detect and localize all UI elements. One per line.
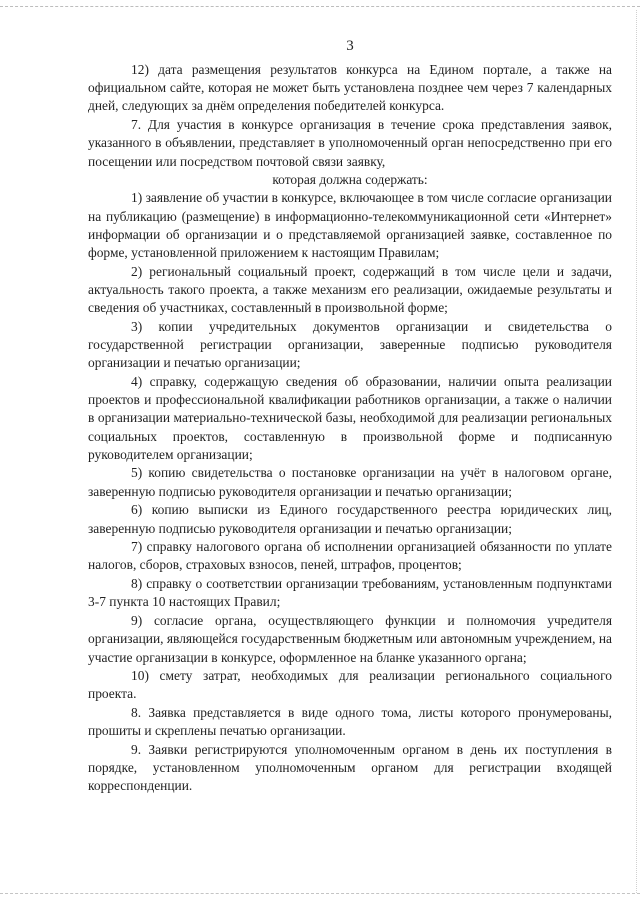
list-item-8: 8) справку о соответствии организации требованиям, установленным подпунктами 3-7 пункта 10 настоящих Правил;	[88, 576, 612, 610]
list-item-9: 9) согласие органа, осуществляющего функции и полномочия учредителя организации, являющейся государственным бюджетным или автономным учреждением, на участие организации в конкурсе, оформленное на бланке указанного органа;	[88, 613, 612, 665]
list-item-5: 5) копию свидетельства о постановке организации на учёт в налоговом органе, заверенную подписью руководителя организации и печатью организации;	[88, 465, 612, 499]
list-item-6: 6) копию выписки из Единого государственного реестра юридических лиц, заверенную подписью руководителя организации и печатью организации;	[88, 502, 612, 536]
paragraph-7: 7. Для участия в конкурсе организация в течение срока представления заявок, указанного в объявлении, представляет в уполномоченный орган непосредственно при его посещении или посредством почтовой связи заявку,	[88, 117, 612, 169]
list-item-7: 7) справку налогового органа об исполнении организацией обязанности по уплате налогов, сборов, страховых взносов, пеней, штрафов, процентов;	[88, 539, 612, 573]
paragraph-8: 8. Заявка представляется в виде одного тома, листы которого пронумерованы, прошиты и скреплены печатью организации.	[88, 705, 612, 739]
paragraph-item-12: 12) дата размещения результатов конкурса на Едином портале, а также на официальном сайте, которая не может быть установлена позднее чем через 7 календарных дней, следующих за днём определения победителей конкурса.	[88, 62, 612, 114]
page-number: 3	[346, 38, 354, 54]
list-item-4: 4) справку, содержащую сведения об образовании, наличии опыта реализации проектов и профессиональной квалификации работников организации, а также о наличии в организации материально-технической базы, необходимой для реализации региональных социальных проектов, составленную в произвольной форме и подписанную руководителем организации;	[88, 373, 612, 462]
scan-edge-bottom	[0, 893, 640, 895]
list-item-10: 10) смету затрат, необходимых для реализации регионального социального проекта.	[88, 668, 612, 702]
list-item-3: 3) копии учредительных документов организации и свидетельства о государственной регистрации организации, заверенные подписью руководителя организации и печатью организации;	[88, 318, 612, 371]
list-item-2: 2) региональный социальный проект, содержащий в том числе цели и задачи, актуальность такого проекта, а также механизм его реализации, ожидаемые результаты и сведения об участниках, составленный в произвольной форме;	[88, 263, 612, 316]
paragraph-9: 9. Заявки регистрируются уполномоченным органом в день их поступления в порядке, установленном уполномоченным органом для регистрации входящей корреспонденции.	[88, 742, 612, 794]
paragraph-7-continuation: которая должна содержать:	[272, 171, 428, 187]
list-item-1: 1) заявление об участии в конкурсе, включающее в том числе согласие организации на публикацию (размещение) в информационно-телекоммуникационной сети «Интернет» информации об организации и о представляемой организацией заявке, составленное по форме, установленной приложением к настоящим Правилам;	[88, 190, 612, 261]
scan-edge-right	[636, 10, 638, 893]
scan-edge-top	[0, 6, 640, 8]
